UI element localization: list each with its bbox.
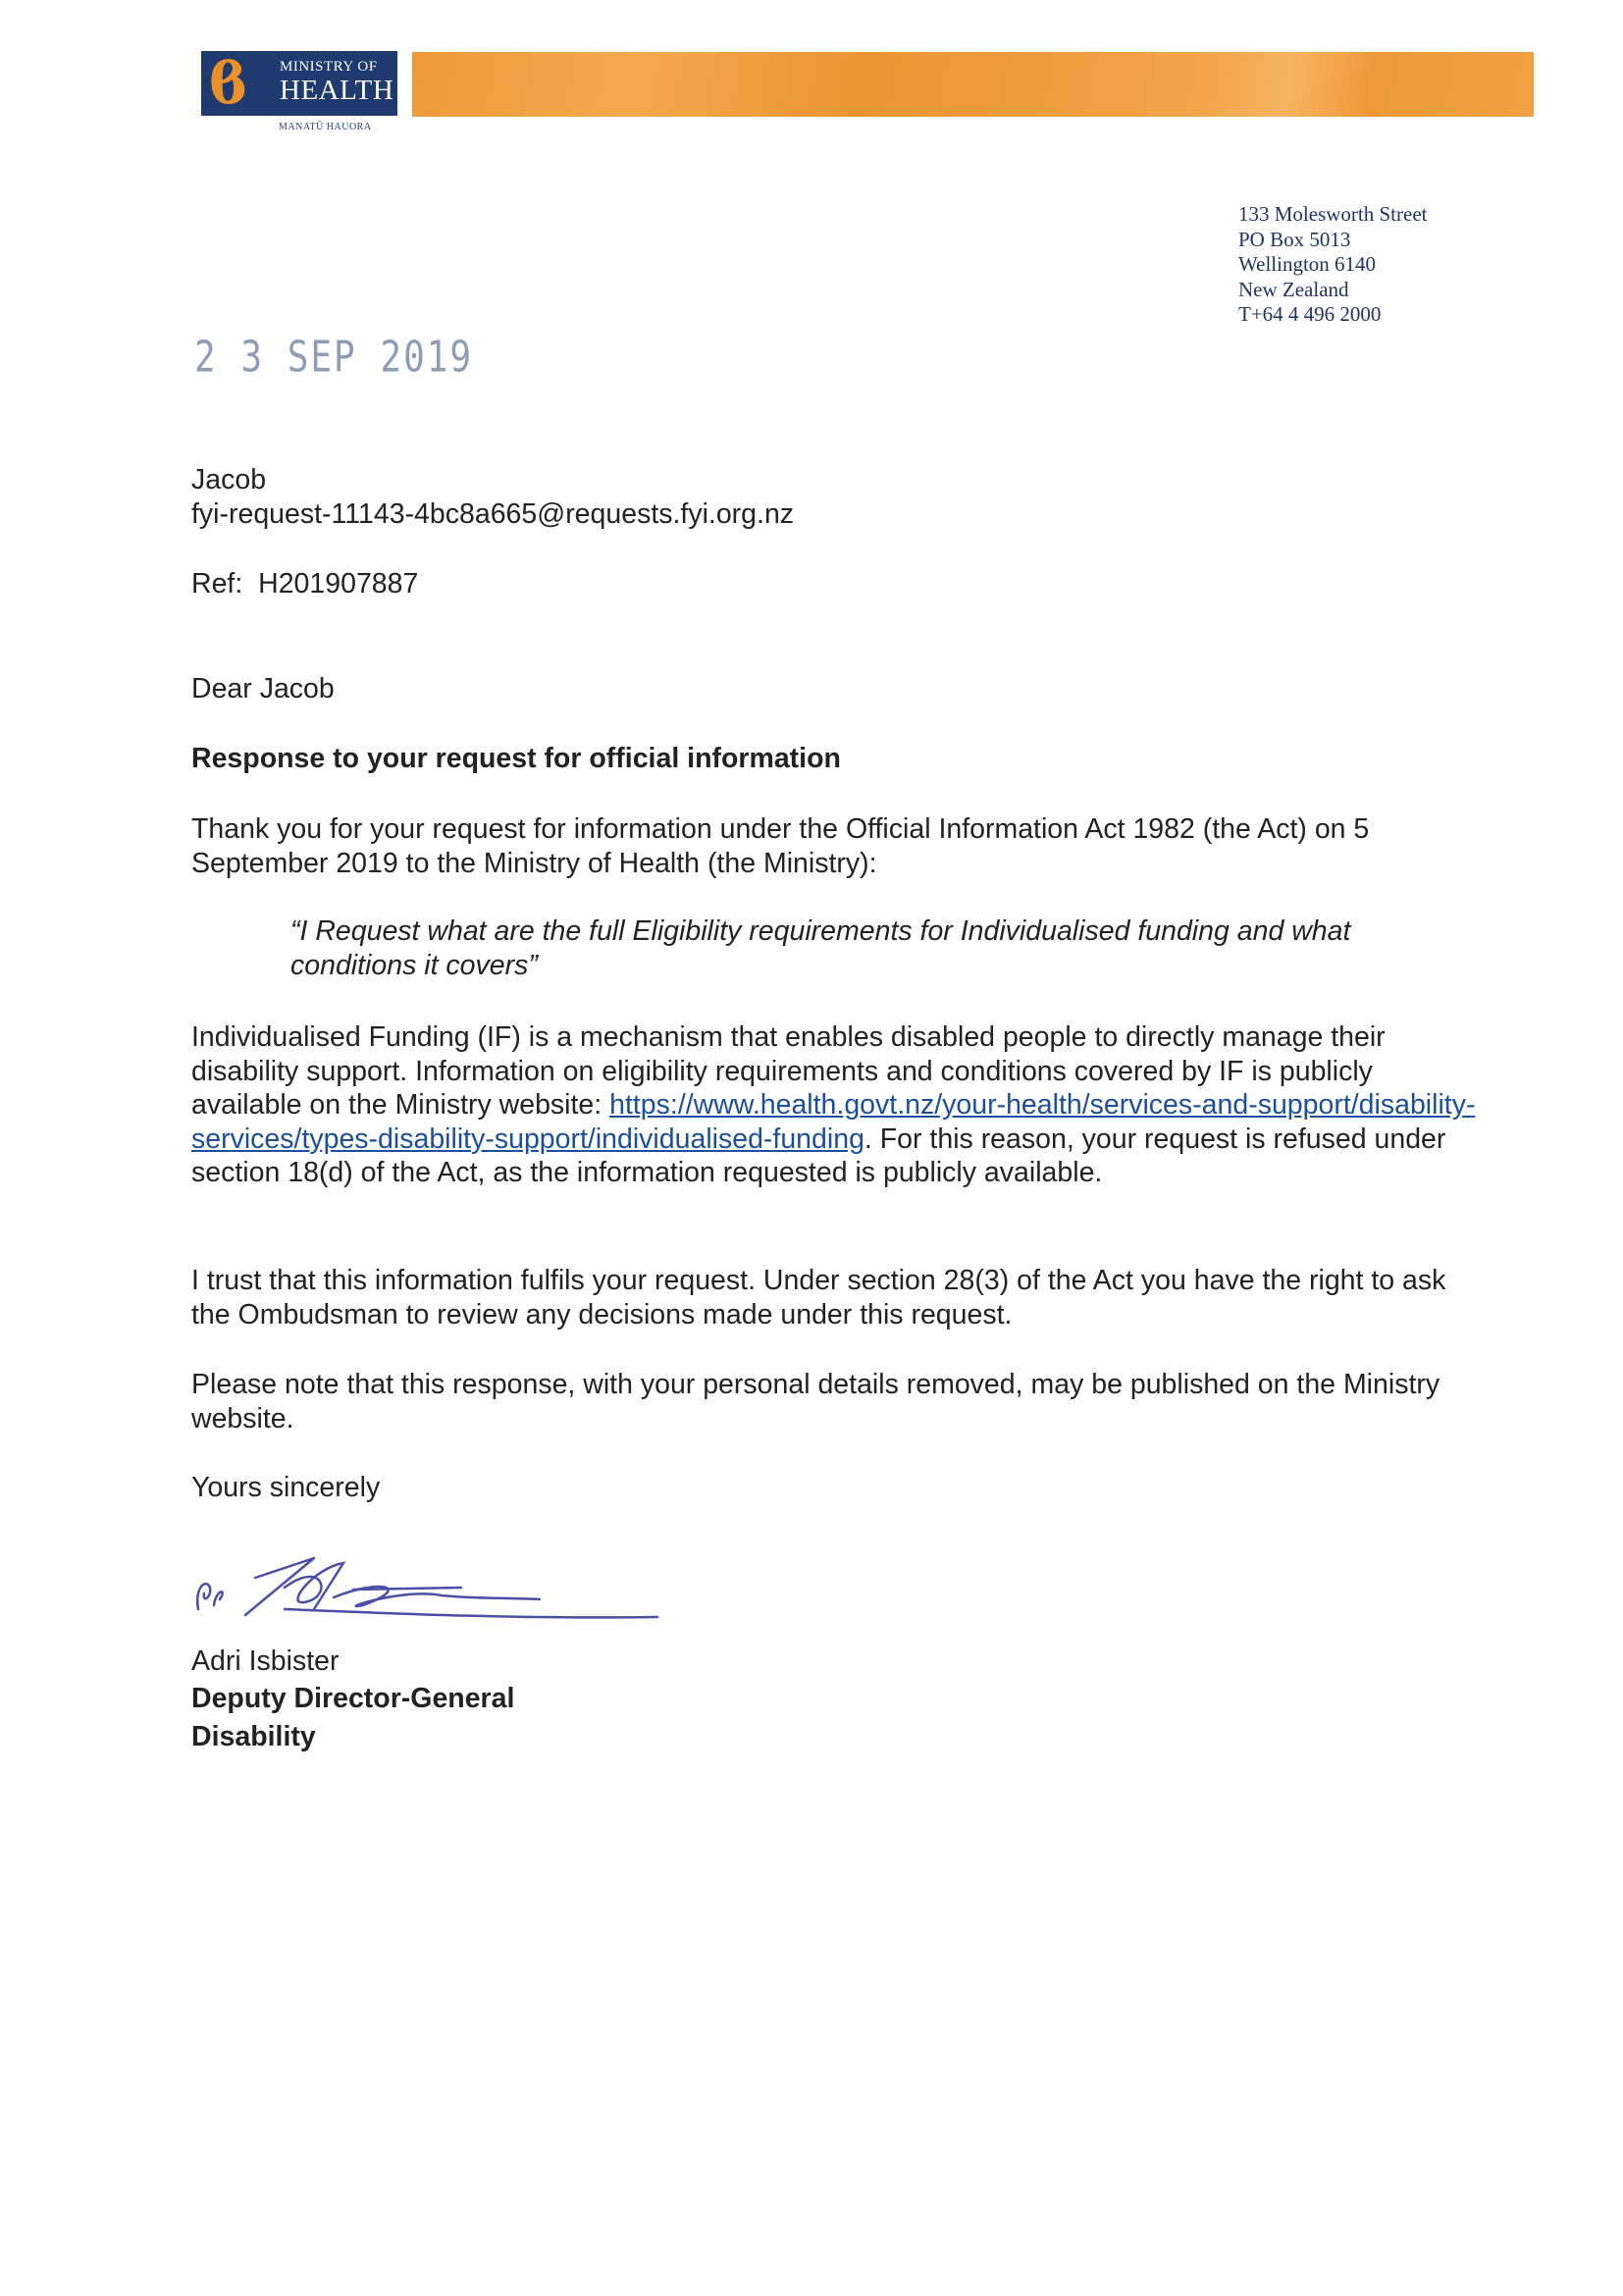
paragraph-2 (191, 1020, 1487, 1190)
paragraph-1: Thank you for your request for information under the Official Information Act 1982 (the Act) on 5 September 2019 to the Ministry of Health (the Ministry): (191, 813, 1370, 879)
logo-line1: MINISTRY OF (280, 59, 378, 75)
signatory-unit: Disability (191, 1721, 316, 1752)
address-line: New Zealand (1238, 277, 1349, 301)
letter-heading: Response to your request for official information (191, 743, 841, 774)
address-line: PO Box 5013 (1238, 227, 1351, 251)
ministry-logo (201, 51, 397, 116)
ministry-website-link[interactable]: https://www.health.govt.nz/your-health/services-and-support/disability-services/types-disability-support/individualised-funding (191, 1089, 1476, 1155)
logo-line2: HEALTH (280, 75, 394, 106)
signatory-name: Adri Isbister (191, 1645, 340, 1677)
ref-label: Ref: (191, 568, 243, 600)
paragraph-2-text-end: . For this reason, your request is refused under section 18(d) of the Act, as the information requested is publicly available. (191, 1122, 1446, 1188)
handwritten-signature (186, 1548, 677, 1627)
address-line: 133 Molesworth Street (1238, 202, 1428, 226)
paragraph-2-text: Individualised Funding (IF) is a mechanism that enables disabled people to directly manage their disability support. Information on eligibility requirements and conditions covered by IF is publicly available on the Ministry website: (191, 1021, 1386, 1121)
letterhead-banner (412, 52, 1534, 117)
paragraph-4: Please note that this response, with your personal details removed, may be published on the Ministry website. (191, 1369, 1440, 1435)
recipient-name: Jacob (191, 464, 267, 496)
koru-logo-icon: ϐ (209, 50, 247, 117)
logo-subtitle: MANATŪ HAUORA (279, 122, 372, 132)
reference (191, 567, 1487, 601)
sender-address (1238, 202, 1427, 328)
salutation: Dear Jacob (191, 673, 335, 704)
closing: Yours sincerely (191, 1472, 381, 1503)
date-stamp: 2 3 SEP 2019 (194, 334, 474, 383)
address-line: Wellington 6140 (1238, 252, 1377, 276)
paragraph-3: I trust that this information fulfils your request. Under section 28(3) of the Act you have the right to ask the Ombudsman to review any decisions made under this request. (191, 1265, 1446, 1331)
request-quote: “I Request what are the full Eligibility requirements for Individualised funding and what conditions it covers” (290, 915, 1351, 981)
ref-value: H201907887 (258, 568, 419, 600)
recipient-email: fyi-request-11143-4bc8a665@requests.fyi.org.nz (191, 498, 795, 530)
address-phone: T+64 4 496 2000 (1238, 302, 1382, 326)
signatory-title: Deputy Director-General (191, 1683, 515, 1714)
